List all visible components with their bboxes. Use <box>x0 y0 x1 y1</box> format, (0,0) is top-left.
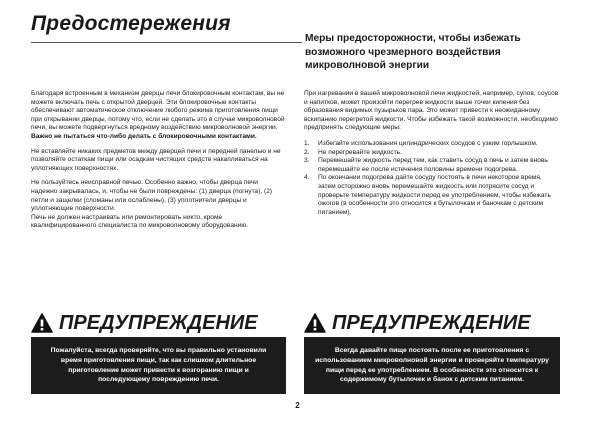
warning-text: Пожалуйста, всегда проверяйте, что вы правильно установили время приготовления пищи, так как слишком длительное приготовление может привести к возгоранию пищи и последующему повреждению печи. <box>50 347 267 384</box>
list-item <box>304 174 560 217</box>
warning-triangle-icon <box>31 313 53 333</box>
list-item-text: По окончании подогрева дайте сосуду постоять в печи некоторое время, затем осторожно вновь перемешайте жидкость или потрясите сосуд и проверьте температуру жидкости перед ее употреблением, чтобы избежать ожогов (в особенности это относится к бутылочкам и баночкам с детским питанием). <box>318 174 551 216</box>
list-item-text: Избегайте использования цилиндрических сосудов с узким горлышком. <box>318 139 538 147</box>
warning-text: Всегда давайте пище постоять после ее приготовления с использованием микроволновой энергии и проверяйте температуру пищи перед ее употреблением. В особенности это относится к содержимому бутылочек и банок с детским питанием. <box>315 347 549 384</box>
list-item-number: 4. <box>304 174 310 182</box>
list-item-number: 3. <box>304 157 310 165</box>
warning-box-right <box>304 337 560 394</box>
list-item-text: Не перегревайте жидкость. <box>318 148 402 156</box>
page-number: 2 <box>295 401 300 410</box>
warning-triangle-icon <box>304 313 326 333</box>
right-intro: При нагревании в вашей микроволновой печи жидкостей, например, супов, соусов и напитков, может произойти перегрев жидкости выше точки кипения без образования видимых пузырьков пара. Это может привести к неожиданному вскипанию перегретой жидкости. Чтобы избежать такой возможности, необходимо предпринять следующие меры: <box>304 90 559 132</box>
page-title: Предостережения <box>31 12 231 35</box>
left-paragraph-3: Не пользуйтесь неисправной печью. Особенно важно, чтобы дверца печи надежно закрывалась, и, чтобы не были повреждены: (1) дверца (погнута), (2) петли и защелки (сломаны или ослаблены), (3) уплотнители дверцы и уплотняющие поверхности. <box>31 179 273 213</box>
list-item <box>304 149 560 158</box>
list-item <box>304 140 560 149</box>
list-item-number: 2. <box>304 148 310 156</box>
warning-box-left <box>31 337 286 394</box>
list-item-number: 1. <box>304 139 310 147</box>
warning-heading-right <box>304 311 531 335</box>
left-paragraph-1-bold: Важно не пытаться что-либо делать с блокировочными контактами. <box>31 132 257 140</box>
warning-heading-text: ПРЕДУПРЕЖДЕНИЕ <box>59 312 258 334</box>
right-column <box>304 90 560 217</box>
list-item <box>304 157 560 174</box>
warning-heading-left <box>31 311 258 335</box>
warning-heading-text: ПРЕДУПРЕЖДЕНИЕ <box>332 312 531 334</box>
left-column <box>31 90 286 237</box>
left-paragraph-4: Печь не должен настраивать или ремонтировать никто, кроме квалифицированного специалиста по микроволновому оборудованию. <box>31 213 249 230</box>
page-subtitle: Меры предосторожности, чтобы избежать возможного чрезмерного воздействия микроволновой энергии <box>302 32 565 73</box>
left-paragraph-1: Благодаря встроенным в механизм дверцы печи блокировочным контактам, вы не можете включать печь с открытой дверцей. Эти блокировочные контакты обеспечивают автоматическое отключение любого режима приготовления пищи при открывании дверцы, потому что, если не сделать это в случае микроволновой печи, вы можете подвергнуться вредному воздействию микроволновой энергии. <box>31 90 285 132</box>
list-item-text: Перемешайте жидкость перед тем, как ставить сосуд в печь и затем вновь перемешайте ее после истечения половины времени подогрева. <box>318 157 548 173</box>
left-paragraph-2: Не вставляйте никаких предметов между дверцей печи и передней панелью и не позволяйте остаткам пищи или осадкам чистящих средств накапливаться на уплотняющих поверхностях. <box>31 147 281 172</box>
precaution-list <box>304 140 560 217</box>
